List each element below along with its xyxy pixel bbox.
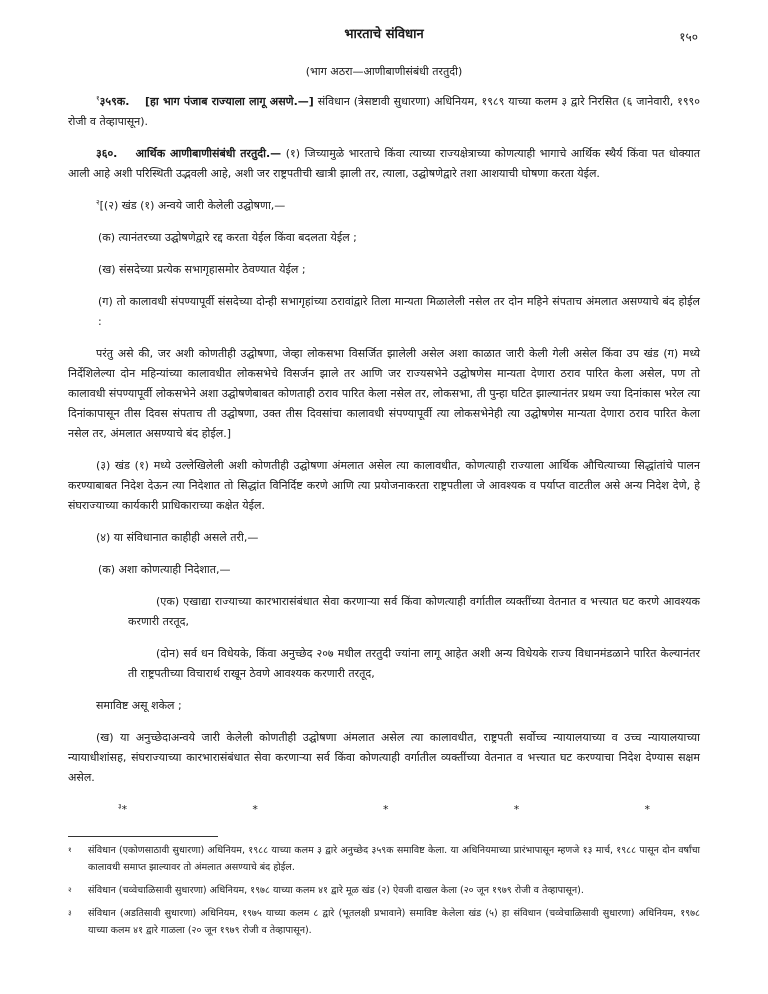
article-number: ३५९क. <box>99 95 130 108</box>
article-heading: आर्थिक आणीबाणीसंबंधी तरतुदी.— <box>135 147 282 160</box>
clause-4-k: (क) अशा कोणत्याही निदेशात,— <box>98 563 231 576</box>
footnote <box>68 882 700 899</box>
footnote-ref-1: १ <box>96 94 100 103</box>
footnote-ref-3: ३ <box>118 802 122 811</box>
omission-star: * <box>513 803 520 816</box>
article-text: संविधान (त्रेसष्टावी सुधारणा) अधिनियम, १९८९ याच्या कलम ३ द्वारे निरसित (६ जानेवारी, १९९० रोजी व तेव्हापासून). <box>68 95 700 128</box>
omission-star: * <box>383 803 389 816</box>
clause-4-k-tail: समाविष्ट असू शकेल ; <box>96 699 182 712</box>
footnote-marker: ३ <box>68 909 72 917</box>
clause-3: (३) खंड (१) मध्ये उल्लेखिलेली अशी कोणतीही उद्घोषणा अंमलात असेल त्या कालावधीत, कोणत्याही राज्याला आर्थिक औचित्याच्या सिद्धांतांचे पालन करण्याबाबत निदेश देऊन त्या निदेशात तो सिद्धांत विनिर्दिष्ट करणे आणि त्या प्रयोजनाकरता राष्ट्रपतीला जे आवश्यक व पर्याप्त वाटतील असे अन्य निदेश देणे, हे संघराज्याच्या कार्यकारी प्राधिकाराच्या कक्षेत येईल. <box>68 459 700 512</box>
footnote-ref-2: २ <box>96 198 100 207</box>
article-number: ३६०. <box>96 147 118 160</box>
article-360-clause-1 <box>68 144 700 184</box>
footnote-marker: १ <box>68 846 72 854</box>
footnote-text: संविधान (चव्वेचाळिसावी सुधारणा) अधिनियम, १९७८ याच्या कलम ४१ द्वारे मूळ खंड (२) ऐवजी दाखल केला (२० जून १९७९ रोजी व तेव्हापासून). <box>88 885 584 896</box>
clause-2 <box>68 196 700 216</box>
page-number: १५० <box>679 30 698 44</box>
omission-stars <box>68 800 700 820</box>
clause-text: [(२) खंड (१) अन्वये जारी केलेली उद्घोषणा,— <box>99 199 286 212</box>
clause-4: (४) या संविधानात काहीही असले तरी,— <box>96 531 259 544</box>
footnote-marker: २ <box>68 886 72 894</box>
clause-2-kh: (ख) संसदेच्या प्रत्येक सभागृहासमोर ठेवण्यात येईल ; <box>98 263 306 276</box>
clause-text: (१) जिच्यामुळे भारताचे किंवा त्याच्या राज्यक्षेत्राच्या कोणत्याही भागाचे आर्थिक स्थैर्य किंवा पत धोक्यात आली आहे अशी परिस्थिती उद्भवली आहे, अशी जर राष्ट्रपतीची खात्री झाली तर, त्याला, उद्घोषणेद्वारे तशा आशयाची घोषणा करता येईल. <box>68 147 700 180</box>
clause-2-k: (क) त्यानंतरच्या उद्घोषणेद्वारे रद्द करता येईल किंवा बदलता येईल ; <box>98 231 357 244</box>
clause-4-k-one: (एक) एखाद्या राज्याच्या कारभारासंबंधात सेवा करणाऱ्या सर्व किंवा कोणत्याही वर्गातील व्यक्तींच्या वेतनात व भत्त्यात घट करणे आवश्यक करणारी तरतूद, <box>128 595 700 628</box>
omission-star: $^३$* <box>118 802 128 816</box>
part-subheading: (भाग अठरा—आणीबाणीसंबंधी तरतुदी) <box>305 65 463 78</box>
footnotes <box>68 842 700 945</box>
omission-star: * <box>644 803 650 816</box>
footnote-text: संविधान (एकोणसाठावी सुधारणा) अधिनियम, १९८८ याच्या कलम ३ द्वारे अनुच्छेद ३५९क समाविष्ट केला. या अधिनियमाच्या प्रारंभापासून म्हणजे १३ मार्च, १९८८ पासून दोन वर्षांचा कालावधी समाप्त झाल्यावर तो अंमलात असण्याचे बंद होईल. <box>88 845 700 873</box>
clause-4-kh: (ख) या अनुच्छेदाअन्वये जारी केलेली कोणतीही उद्घोषणा अंमलात असेल त्या कालावधीत, राष्ट्रपती सर्वोच्च न्यायालयाच्या व उच्च न्यायालयाच्या न्यायाधीशांसह, संघराज्याच्या कारभारासंबंधात सेवा करणाऱ्या सर्व किंवा कोणत्याही वर्गातील व्यक्तींच्या वेतनात व भत्त्यात घट करण्याचा निदेश देण्यास सक्षम असेल. <box>68 731 700 784</box>
footnote <box>68 842 700 876</box>
footnote-divider <box>68 836 218 837</box>
running-header-title: भारताचे संविधान <box>344 27 424 42</box>
article-359k <box>68 92 700 132</box>
clause-2-g: (ग) तो कालावधी संपण्यापूर्वी संसदेच्या दोन्ही सभागृहांच्या ठरावांद्वारे तिला मान्यता मिळालेली नसेल तर दोन महिने संपताच अंमलात असण्याचे बंद होईल : <box>98 295 700 328</box>
document-body <box>68 92 700 820</box>
footnote-text: संविधान (अडतिसावी सुधारणा) अधिनियम, १९७५ याच्या कलम ८ द्वारे (भूतलक्षी प्रभावाने) समाविष्ट केलेला खंड (५) हा संविधान (चव्वेचाळिसावी सुधारणा) अधिनियम, १९७८ याच्या कलम ४१ द्वारे गाळला (२० जून १९७९ रोजी व तेव्हापासून). <box>88 908 700 936</box>
proviso: परंतु असे की, जर अशी कोणतीही उद्घोषणा, जेव्हा लोकसभा विसर्जित झालेली असेल अशा काळात जारी केली गेली असेल किंवा उप खंड (ग) मध्ये निर्देशिलेल्या दोन महिन्यांच्या कालावधीत लोकसभेचे विसर्जन झाले तर आणि जर राज्यसभेने उद्घोषणेस मान्यता देणारा ठराव पारित केला असेल, पण तो कालावधी संपण्यापूर्वी लोकसभेने अशा उद्घोषणेबाबत कोणताही ठराव पारित केला नसेल तर, लोकसभा, ती पुन्हा घटित झाल्यानंतर प्रथम ज्या दिनांकास भरेल त्या दिनांकापासून तीस दिवस संपताच ती उद्घोषणा, उक्त तीस दिवसांचा कालावधी संपण्यापूर्वी त्या लोकसभेनेही त्या उद्घोषणेस मान्यता देणारा ठराव पारित केला नसेल तर, अंमलात असण्याचे बंद होईल.] <box>68 347 700 440</box>
footnote <box>68 905 700 939</box>
clause-4-k-two: (दोन) सर्व धन विधेयके, किंवा अनुच्छेद २०७ मधील तरतुदी ज्यांना लागू आहेत अशी अन्य विधेयके राज्य विधानमंडळाने पारित केल्यानंतर ती राष्ट्रपतीच्या विचारार्थ राखून ठेवणे आवश्यक करणारी तरतूद, <box>128 647 700 680</box>
article-heading: [हा भाग पंजाब राज्याला लागू असणे.—] <box>145 95 314 108</box>
omission-star: * <box>252 803 258 816</box>
